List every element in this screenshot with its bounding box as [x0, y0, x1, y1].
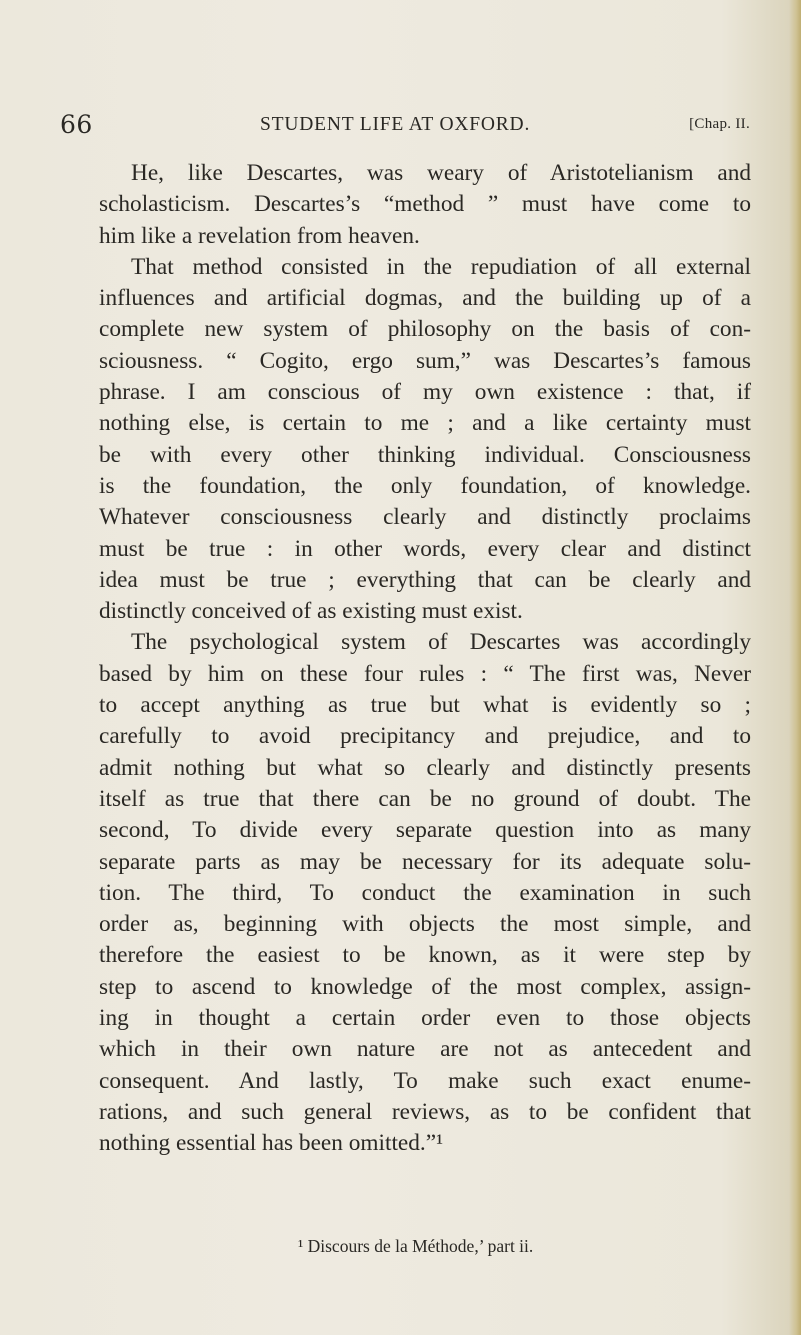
text-line: based by him on these four rules : “ The first was, Never [99, 660, 751, 687]
page-number: 66 [60, 110, 93, 139]
text-line: sciousness. “ Cogito, ergo sum,” was Descartes’s famous [99, 347, 751, 374]
text-line: Whatever consciousness clearly and distinctly proclaims [99, 504, 751, 531]
text-line: be with every other thinking individual. Consciousness [99, 441, 751, 468]
chapter-reference: [Chap. II. [689, 116, 750, 132]
text-line: complete new system of philosophy on the basis of con- [99, 316, 751, 343]
text-line: nothing essential has been omitted.”¹ [99, 1130, 444, 1157]
text-line: The psychological system of Descartes was accordingly [131, 629, 751, 656]
text-line: phrase. I am conscious of my own existence : that, if [99, 379, 751, 406]
text-line: itself as true that there can be no ground of doubt. The [99, 785, 751, 812]
text-line: order as, beginning with objects the most simple, and [99, 911, 751, 938]
text-line: idea must be true ; everything that can be clearly and [99, 566, 751, 593]
text-line: consequent. And lastly, To make such exact enume- [99, 1067, 751, 1094]
body-text [99, 158, 751, 1160]
text-line: influences and artificial dogmas, and the building up of a [99, 285, 751, 312]
running-title: STUDENT LIFE AT OXFORD. [260, 114, 531, 135]
text-line: him like a revelation from heaven. [99, 222, 420, 249]
text-line: He, like Descartes, was weary of Aristotelianism and [131, 160, 751, 186]
text-line: tion. The third, To conduct the examination in such [99, 879, 751, 906]
page-edge-shading [789, 0, 801, 1335]
text-line: scholasticism. Descartes’s “method ” must have come to [99, 191, 751, 218]
text-line: step to ascend to knowledge of the most complex, assign- [99, 973, 751, 1000]
text-line: rations, and such general reviews, as to be confident that [99, 1098, 751, 1125]
text-line: separate parts as may be necessary for its adequate solu- [99, 848, 751, 875]
text-line: That method consisted in the repudiation of all external [131, 253, 751, 280]
text-line: therefore the easiest to be known, as it were step by [99, 942, 751, 969]
footnote: ¹ Discours de la Méthode,’ part ii. [298, 1236, 534, 1256]
running-header [60, 110, 750, 140]
text-line: distinctly conceived of as existing must exist. [99, 598, 523, 625]
text-line: nothing else, is certain to me ; and a like certainty must [99, 410, 751, 437]
text-line: to accept anything as true but what is evidently so ; [99, 692, 751, 719]
text-line: must be true : in other words, every clear and distinct [99, 535, 751, 562]
text-line: admit nothing but what so clearly and distinctly presents [99, 754, 751, 781]
text-line: which in their own nature are not as antecedent and [99, 1036, 751, 1063]
text-line: carefully to avoid precipitancy and prejudice, and to [99, 723, 751, 750]
text-line: second, To divide every separate question into as many [99, 817, 751, 844]
text-line: ing in thought a certain order even to those objects [99, 1005, 751, 1032]
text-line: is the foundation, the only foundation, of knowledge. [99, 472, 751, 499]
